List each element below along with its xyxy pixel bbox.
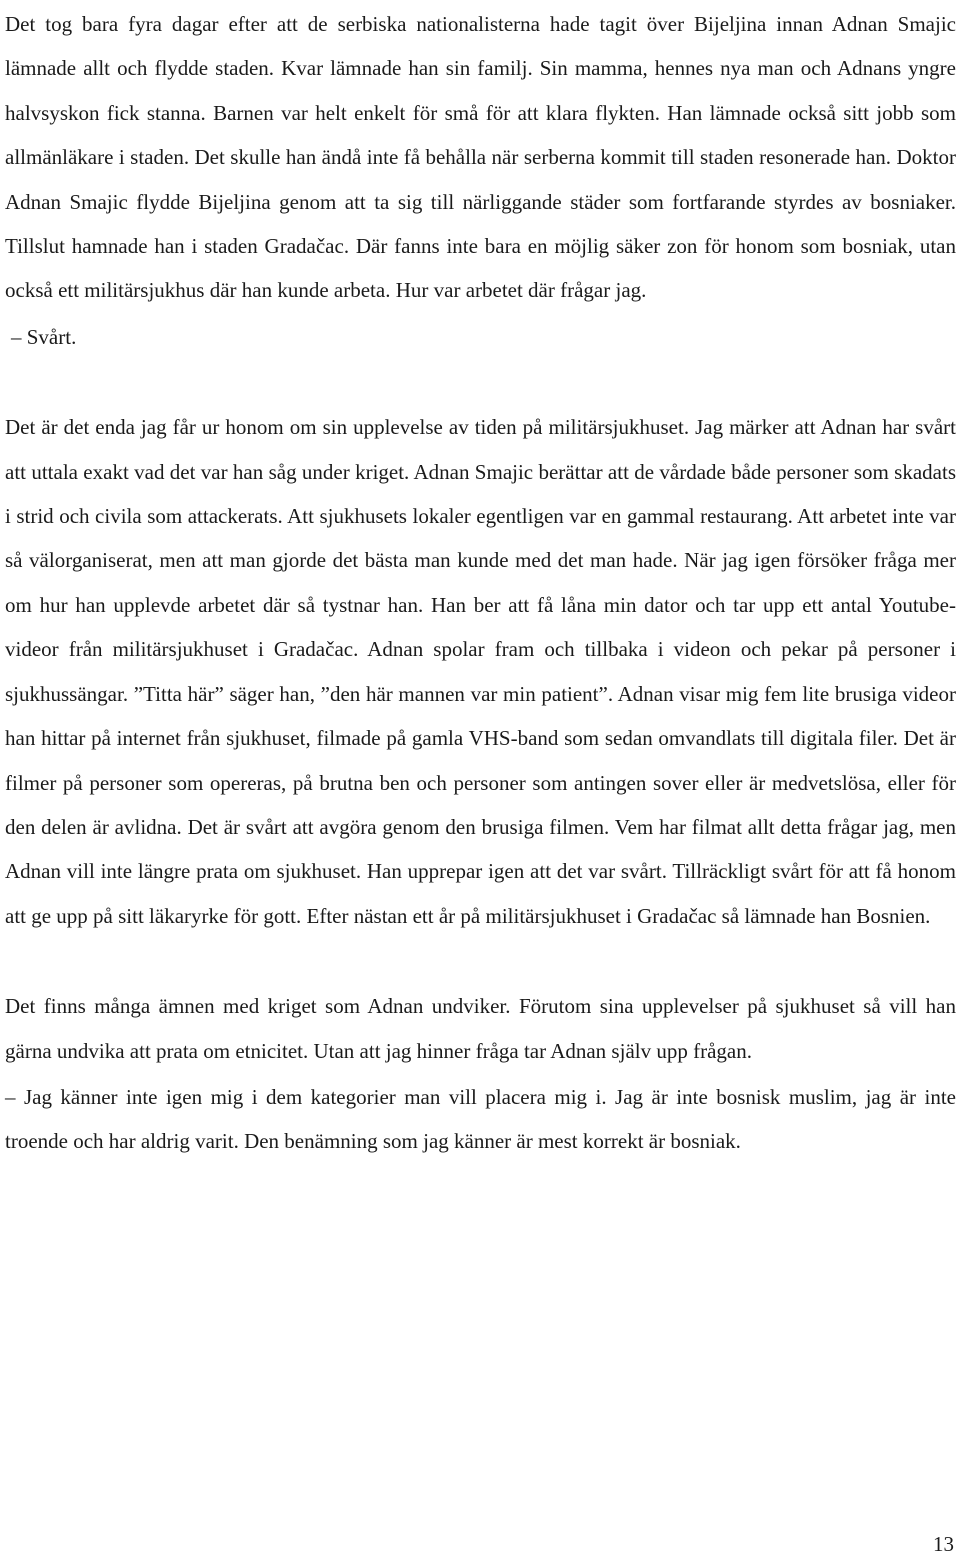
paragraph-flight: Det tog bara fyra dagar efter att de serbiska nationalisterna hade tagit över Bijeljina innan Adnan Smajic lämnade allt och flydde staden. Kvar lämnade han sin familj. Sin mamma, hennes nya man och Adnans yngre halvsyskon fick stanna. Barnen var helt enkelt för små för att klara flykten. Han lämnade också sitt jobb som allmänläkare i staden. Det skulle han ändå inte få behålla när serberna kommit till staden resonerade han. Doktor Adnan Smajic flydde Bijeljina genom att ta sig till närliggande städer som fortfarande styrdes av bosniaker. Tillslut hamnade han i staden Gradačac. Där fanns inte bara en möjlig säker zon för honom som bosniak, utan också ett militärsjukhus där han kunde arbeta. Hur var arbetet där frågar jag. — [5, 12, 956, 303]
paragraph-spacer — [5, 359, 956, 403]
page-number: 13 — [933, 1532, 954, 1556]
paragraph-quote: – Jag känner inte igen mig i dem kategorier man vill placera mig i. Jag är inte bosnisk muslim, jag är inte troende och har aldrig varit. Den benämning som jag känner är mest korrekt är bosniak. — [5, 1084, 956, 1154]
paragraph-answer: – Svårt. — [11, 324, 77, 349]
paragraph-hospital: Det är det enda jag får ur honom om sin upplevelse av tiden på militärsjukhuset. Jag märker att Adnan har svårt att uttala exakt vad det var han såg under kriget. Adnan Smajic berättar att de vårdade både personer som skadats i strid och civila som attackerats. Att sjukhusets lokaler egentligen var en gammal restaurang. Att arbetet inte var så välorganiserat, men att man gjorde det bästa man kunde med det man hade. När jag igen försöker fråga mer om hur han upplevde arbetet där så tystnar han. Han ber att få låna min dator och tar upp ett antal Youtube-videor från militärsjukhuset i Gradačac. Adnan spolar fram och tillbaka i videon och pekar på personer i sjukhussängar. ”Titta här” säger han, ”den här mannen var min patient”. Adnan visar mig fem lite brusiga videor han hittar på internet från sjukhuset, filmade på gamla VHS-band som sedan omvandlats till digitala filer. Det är filmer på personer som opereras, på brutna ben och personer som antingen sover eller är medvetslösa, eller för den delen är avlidna. Det är svårt att avgöra genom den brusiga filmen. Vem har filmat allt detta frågar jag, men Adnan vill inte längre prata om sjukhuset. Han upprepar igen att det var svårt. Tillräckligt svårt för att få honom att ge upp på sitt läkaryrke för gott. Efter nästan ett år på militärsjukhuset i Gradačac så lämnade han Bosnien. — [5, 415, 956, 928]
paragraph-spacer — [5, 938, 956, 982]
paragraph-ethnicity: Det finns många ämnen med kriget som Adnan undviker. Förutom sina upplevelser på sjukhuset så vill han gärna undvika att prata om etnicitet. Utan att jag hinner fråga tar Adnan själv upp frågan. — [5, 994, 956, 1063]
document-page — [5, 0, 956, 1164]
